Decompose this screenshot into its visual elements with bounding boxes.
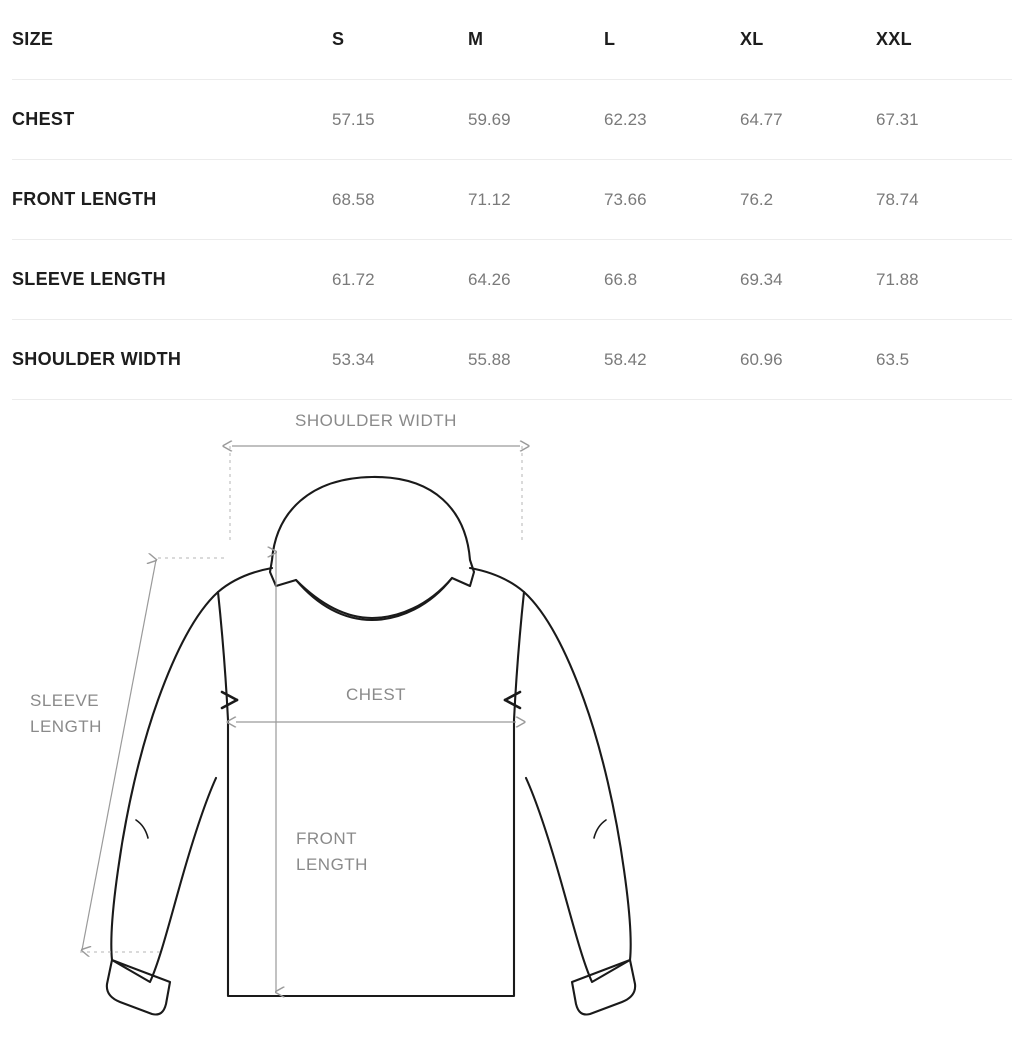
row-label-shoulder-width: SHOULDER WIDTH [12,320,332,400]
cell-chest-s: 57.15 [332,80,468,160]
header-size-s: S [332,0,468,80]
cell-shoulder-width-m: 55.88 [468,320,604,400]
label-sleeve-length-line1: SLEEVE [30,691,100,710]
shoulder-width-measure [230,411,522,540]
cell-chest-l: 62.23 [604,80,740,160]
cell-chest-m: 59.69 [468,80,604,160]
header-size-label: SIZE [12,0,332,80]
table-row [12,320,1012,400]
cell-chest-xl: 64.77 [740,80,876,160]
cell-front-length-m: 71.12 [468,160,604,240]
label-front-length-line1: FRONT [296,829,358,848]
size-chart-table [12,0,1012,400]
cell-shoulder-width-l: 58.42 [604,320,740,400]
row-label-chest: CHEST [12,80,332,160]
cell-sleeve-length-xl: 69.34 [740,240,876,320]
cell-front-length-l: 73.66 [604,160,740,240]
cell-sleeve-length-m: 64.26 [468,240,604,320]
table-row [12,80,1012,160]
header-size-m: M [468,0,604,80]
header-size-xl: XL [740,0,876,80]
table-header-row [12,0,1012,80]
label-front-length-line2: LENGTH [296,855,368,874]
table-row [12,240,1012,320]
cell-front-length-xxl: 78.74 [876,160,1012,240]
cell-chest-xxl: 67.31 [876,80,1012,160]
cell-sleeve-length-s: 61.72 [332,240,468,320]
cell-front-length-s: 68.58 [332,160,468,240]
size-chart-body [12,80,1012,400]
label-chest: CHEST [345,685,407,704]
header-size-l: L [604,0,740,80]
table-row [12,160,1012,240]
label-shoulder-width: SHOULDER WIDTH [295,411,457,430]
cell-shoulder-width-s: 53.34 [332,320,468,400]
row-label-front-length: FRONT LENGTH [12,160,332,240]
cell-sleeve-length-xxl: 71.88 [876,240,1012,320]
cell-sleeve-length-l: 66.8 [604,240,740,320]
header-size-xxl: XXL [876,0,1012,80]
cell-shoulder-width-xl: 60.96 [740,320,876,400]
chest-measure [236,685,516,722]
cell-front-length-xl: 76.2 [740,160,876,240]
cell-shoulder-width-xxl: 63.5 [876,320,1012,400]
row-label-sleeve-length: SLEEVE LENGTH [12,240,332,320]
label-sleeve-length-line2: LENGTH [30,717,102,736]
size-chart-header [12,0,1012,80]
measurement-diagram [0,400,1024,1025]
